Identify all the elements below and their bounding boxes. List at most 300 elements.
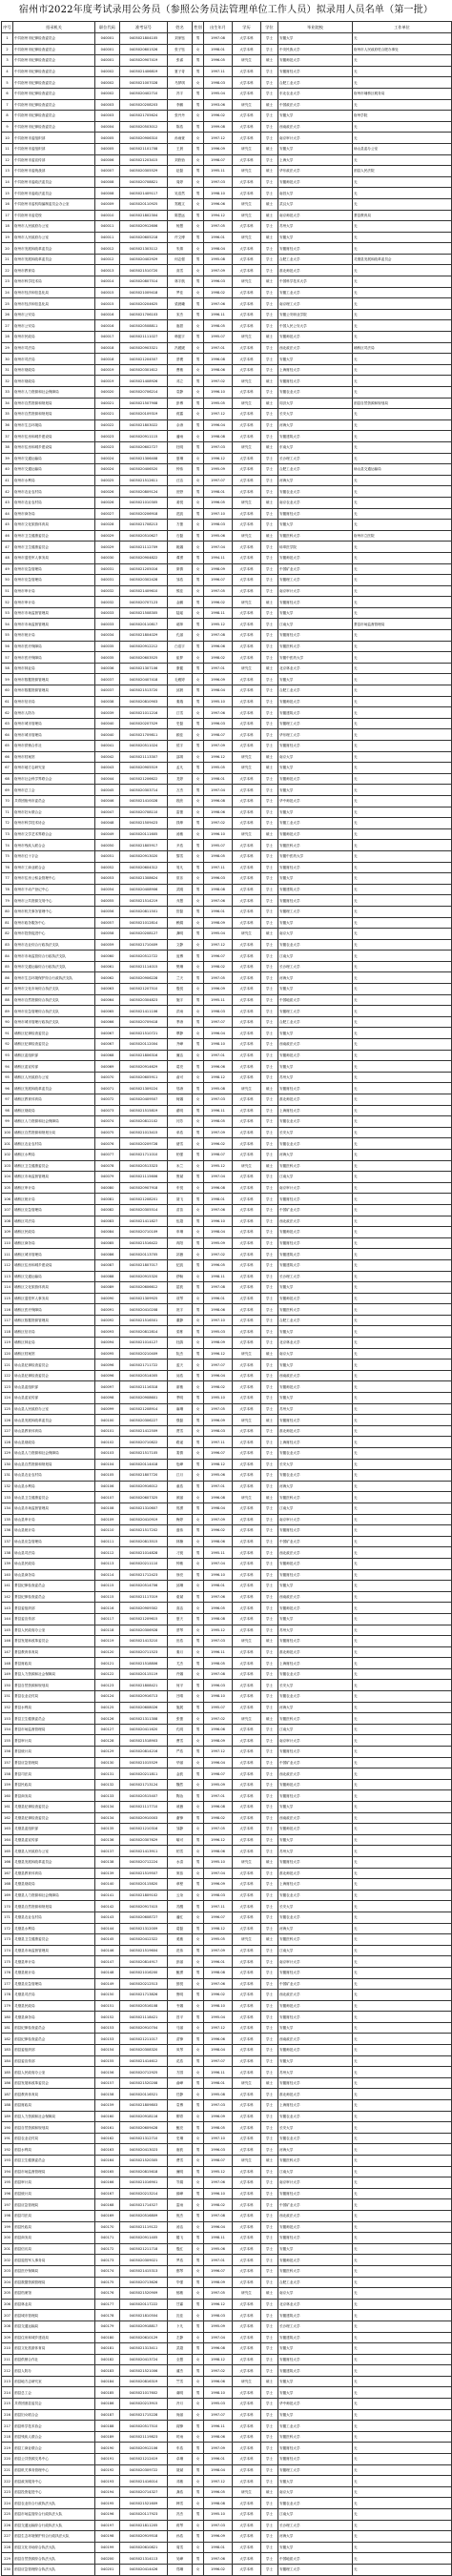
table-cell: 1996.09 [204,2531,233,2543]
table-cell: 学士 [261,1790,278,1802]
table-cell: 安徽医科大学 [278,2265,353,2277]
table-cell: 1997.06 [204,895,233,907]
table-cell: 1997.09 [204,265,233,276]
table-cell: 040026 [95,497,120,508]
table-cell: 宿州市人民政府驻合肥办事处 [353,44,452,55]
table-row [2,2055,452,2067]
table-cell: 灵璧县委宣传部 [13,1834,95,1846]
table-cell: 无 [353,895,452,907]
table-row [2,2077,452,2089]
table-row [2,198,452,210]
table-cell: 学士 [261,1613,278,1625]
table-row [2,1348,452,1360]
table-cell: 研究生 [233,1348,261,1360]
table-cell: 男 [193,2034,204,2045]
table-cell: 华东理工大学 [278,729,353,741]
table-cell: 研究生 [233,2156,261,2167]
table-cell: 男 [193,464,204,476]
table-cell: 1997.09 [204,741,233,752]
table-row [2,1923,452,1934]
table-cell: 0405021705624 [120,111,168,122]
table-cell: 学士 [261,364,278,376]
table-cell: 155 [2,1735,13,1747]
table-cell: 大学本科 [233,1016,261,1028]
table-cell: 男 [193,763,204,774]
table-cell: 040054 [95,884,120,895]
table-cell: 研究生 [233,2288,261,2300]
table-cell: 学士 [261,1702,278,1713]
table-cell: 0405020906310 [120,133,168,144]
table-cell: 1998.04 [204,685,233,697]
table-cell: 男 [193,1702,204,1713]
table-cell: 女 [193,409,204,420]
table-cell: 西北政法大学 [278,1768,353,1780]
table-cell: 河海大学 [278,475,353,486]
table-cell: 1997.01 [204,1790,233,1802]
table-cell: 洪雨 [168,1006,193,1017]
table-cell: 198 [2,2210,13,2221]
table-cell: 宿州市应急管理综合执法支队 [13,1006,95,1017]
table-cell: 研究生 [233,1934,261,1946]
table-cell: 0405020115820 [120,1879,168,1891]
table-row [2,1790,452,1802]
table-cell: 卜凡 [168,2320,193,2332]
table-cell: 萧县自然资源和规划局 [13,1680,95,1691]
table-cell: 74 [2,840,13,851]
table-cell: 无 [353,1846,452,1857]
table-cell: 大学本科 [233,2177,261,2189]
table-cell: 040160 [95,2111,120,2122]
table-cell: 萧县统计局 [13,1747,95,1758]
table-cell: 西北政法大学 [278,342,353,354]
table-cell: 040161 [95,2122,120,2134]
table-cell: 男 [193,696,204,707]
table-cell: 埇桥区人民政府办公室 [13,1072,95,1083]
table-cell: 无 [353,1061,452,1073]
table-cell: 无 [353,298,452,310]
table-cell: 学士 [261,2354,278,2365]
table-cell: 1997.09 [204,1945,233,1956]
table-cell: 大学本科 [233,1448,261,1460]
table-row [2,2476,452,2487]
table-row [2,2387,452,2399]
table-cell: 无 [353,2443,452,2454]
table-cell: 0405021016200 [120,1967,168,1978]
table-cell: 廖倩 [168,563,193,575]
table-cell: 学士 [261,265,278,276]
table-cell: 安徽师范大学 [278,552,353,563]
table-cell: 研究生 [233,198,261,210]
table-cell: 安徽农业大学 [278,2111,353,2122]
table-cell: 1998.07 [204,1768,233,1780]
table-cell: 0405021306408 [120,453,168,464]
table-cell: 安徽财经大学 [278,597,353,608]
table-cell: 冯宇 [168,88,193,99]
table-cell: 无 [353,376,452,387]
table-cell: 1997.01 [204,663,233,674]
table-cell: 040060 [95,951,120,962]
table-cell: 040135 [95,1824,120,1835]
table-cell: 大学本科 [233,1360,261,1371]
table-cell: 学士 [261,862,278,873]
table-cell: 34 [2,398,13,409]
table-cell: 0405020807514 [120,276,168,288]
table-cell: 女 [193,287,204,298]
table-cell: 安徽大学 [278,2055,353,2067]
table-cell: 0405021714527 [120,2199,168,2211]
table-cell: 宿州市医疗保障局 [13,652,95,664]
table-cell: 研究生 [233,1492,261,1503]
table-cell: 无 [353,1338,452,1349]
table-cell: 大学本科 [233,707,261,719]
table-row [2,298,452,310]
table-cell: 西北政法大学 [278,1547,353,1559]
table-cell: 040032 [95,585,120,597]
table-row [2,607,452,619]
table-row [2,276,452,288]
table-cell: 040143 [95,1912,120,1923]
table-row [2,2564,452,2575]
table-cell: 女 [193,2310,204,2321]
table-cell: 8 [2,111,13,122]
table-cell: 36 [2,419,13,431]
table-cell: 大学本科 [233,1481,261,1492]
table-cell: 160 [2,1790,13,1802]
table-cell: 49 [2,563,13,575]
table-cell: 100 [2,1127,13,1138]
table-cell: 040175 [95,2277,120,2288]
table-cell: 0405021515819 [120,1105,168,1116]
table-cell: 040001 [95,55,120,67]
table-cell: 东南大学 [278,441,353,453]
table-cell: 女 [193,1581,204,1592]
table-cell: 040136 [95,1834,120,1846]
table-cell: 0405020206918 [120,508,168,520]
table-cell: 学士 [261,1824,278,1835]
table-cell: 男 [193,785,204,796]
table-cell: 宿州市政务服务中心 [13,917,95,929]
table-cell: 宿州市交通运输局 [13,453,95,464]
table-cell: 女 [193,563,204,575]
table-cell: 1996.06 [204,641,233,652]
table-cell: 女 [193,542,204,553]
table-cell: 研究生 [233,1415,261,1426]
table-cell: 硕士 [261,2288,278,2300]
table-cell: 安徽师范大学 [278,2255,353,2266]
table-cell: 宿州市投资促进中心 [13,929,95,940]
table-cell: 无 [353,2354,452,2365]
table-cell: 无 [353,939,452,951]
table-cell: 泗县自然资源和规划局 [353,398,452,409]
table-cell: 大学本科 [233,265,261,276]
table-cell: 152 [2,1702,13,1713]
table-cell: 大学本科 [233,563,261,575]
table-cell: 学士 [261,287,278,298]
table-cell: 无 [353,2077,452,2089]
table-cell: 202 [2,2255,13,2266]
table-cell: 1996.08 [204,354,233,365]
table-cell: 安徽理工大学 [278,575,353,586]
table-cell: 安徽农业大学 [278,1912,353,1923]
table-cell: 陈思远 [168,210,193,221]
table-cell: 1998.12 [204,1072,233,1083]
table-cell: 040041 [95,741,120,752]
table-cell: 1998.05 [204,2122,233,2134]
table-cell: 1995.11 [204,1547,233,1559]
table-cell: 安徽财经大学 [278,1856,353,1868]
table-cell: 无 [353,364,452,376]
table-cell: 大学本科 [233,287,261,298]
table-cell: 女 [193,751,204,763]
table-cell: 研究生 [233,763,261,774]
table-cell: 040037 [95,674,120,685]
table-cell: 章程 [168,1879,193,1891]
table-cell: 1997.10 [204,2133,233,2144]
table-cell: 宿州市公安局 [13,320,95,332]
table-cell: 93 [2,1050,13,1061]
table-cell: 0405020601526 [120,44,168,55]
table-cell: 197 [2,2199,13,2211]
table-cell: 学士 [261,1536,278,1547]
table-cell: 学士 [261,1061,278,1073]
table-cell: 女 [193,2089,204,2100]
table-cell: 0405020309021 [120,2255,168,2266]
table-cell: 150 [2,1680,13,1691]
table-cell: 0405020213214 [120,2188,168,2199]
table-cell: 学士 [261,1204,278,1216]
table-cell: 0405021009418 [120,287,168,298]
table-cell: 安徽建筑大学 [278,884,353,895]
table-cell: 大学本科 [233,951,261,962]
table-row [2,1956,452,1968]
table-cell: 硕士 [261,166,278,177]
table-cell: 无 [353,2343,452,2355]
table-cell: 张丹丹 [168,111,193,122]
table-cell: 无 [353,884,452,895]
table-cell: 硕士 [261,1856,278,1868]
table-cell: 安徽师范大学 [278,1381,353,1393]
table-cell: 0405021416014 [120,2476,168,2487]
table-cell: 男 [193,419,204,431]
table-cell: 229 [2,2553,13,2565]
table-cell: 埇桥区医疗保障局 [13,1304,95,1316]
table-cell: 12 [2,154,13,166]
table-cell: 0405021411106 [120,1006,168,1017]
table-cell: 0405020909302 [120,1603,168,1614]
table-cell: 1996.12 [204,2299,233,2310]
table-cell: 苗锋 [168,2034,193,2045]
table-cell: 学士 [261,1779,278,1790]
table-cell: 泗县应急管理综合执法大队 [13,2564,95,2575]
table-cell: 无 [353,2409,452,2421]
table-row [2,88,452,99]
table-cell: 大学本科 [233,2520,261,2531]
table-cell: 无 [353,1006,452,1017]
table-cell: 褚雪 [168,1138,193,1150]
table-cell: 0405020306227 [120,1415,168,1426]
table-cell: 女 [193,795,204,807]
table-cell: 韦娜 [168,2000,193,2012]
table-cell: 1998.01 [204,1581,233,1592]
table-cell: 男 [193,2531,204,2543]
table-cell: 陈浩 [168,121,193,133]
table-cell: 安徽中医药大学 [278,652,353,664]
table-cell: 1998.06 [204,1846,233,1857]
table-row [2,1536,452,1547]
table-cell: 苏州大学 [278,1403,353,1415]
table-cell: 190 [2,2122,13,2134]
table-cell: 137 [2,1536,13,1547]
table-row [2,287,452,298]
table-cell: 无 [353,1381,452,1393]
table-cell: 大学本科 [233,431,261,442]
table-cell: 1998.05 [204,1658,233,1669]
table-cell: 无 [353,2486,452,2498]
table-cell: 任静 [168,2089,193,2100]
table-row [2,1304,452,1316]
table-cell: 040026 [95,486,120,498]
table-cell: 硕士 [261,929,278,940]
table-row [2,2464,452,2476]
table-cell: 吴浩然 [168,188,193,199]
table-row [2,563,452,575]
table-cell: 中国矿业大学 [278,2199,353,2211]
table-cell: 学士 [261,563,278,575]
table-cell: 130 [2,1459,13,1470]
table-cell: 萧县人民政府办公室 [13,1625,95,1636]
table-row [2,1757,452,1768]
table-cell: 0405020918116 [120,2111,168,2122]
table-cell: 1995.05 [204,398,233,409]
table-cell: 萧县应急管理局 [13,1757,95,1768]
table-cell: 040049 [95,828,120,840]
table-cell: 宿州市生态环境保护综合行政执法支队 [13,972,95,984]
table-cell: 1995.12 [204,1160,233,1172]
table-cell: 040091 [95,1304,120,1316]
table-cell: 女 [193,1625,204,1636]
table-cell: 无 [353,431,452,442]
table-cell: 无 [353,2199,452,2211]
table-cell: 44 [2,508,13,520]
table-cell: 殷悦 [168,984,193,995]
table-cell: 冯杰 [168,2509,193,2521]
table-cell: 女 [193,1691,204,1703]
table-cell: 孟凡 [168,763,193,774]
table-cell: 无 [353,1083,452,1094]
table-cell: 132 [2,1481,13,1492]
table-cell: 15 [2,188,13,199]
table-cell: 216 [2,2409,13,2421]
table-cell: 女 [193,1735,204,1747]
table-cell: 学士 [261,1138,278,1150]
table-cell: 1998.10 [204,188,233,199]
table-cell: 硕士 [261,1160,278,1172]
table-cell: 1996.08 [204,1802,233,1813]
table-cell: 学士 [261,2188,278,2199]
table-row [2,1016,452,1028]
table-cell: 男 [193,1237,204,1249]
table-cell: 男 [193,486,204,498]
table-cell: 江南大学 [278,951,353,962]
table-cell: 张睿 [168,55,193,67]
table-cell: 女 [193,2000,204,2012]
table-cell: 无 [353,453,452,464]
table-cell: 学士 [261,1735,278,1747]
table-cell: 男 [193,2012,204,2023]
table-cell: 0405020607325 [120,1492,168,1503]
table-cell: 0405020604312 [120,862,168,873]
table-cell: 无 [353,1360,452,1371]
table-cell: 宿州市交通运输局 [13,464,95,476]
table-cell: 俞峰 [168,2077,193,2089]
table-cell: 115 [2,1293,13,1304]
table-cell: 宿州市司法局 [13,342,95,354]
table-cell: 南京大学 [278,929,353,940]
table-cell: 1996.06 [204,1724,233,1735]
table-cell: 学士 [261,850,278,862]
table-cell: 南京农业大学 [278,497,353,508]
table-cell: 219 [2,2443,13,2454]
table-cell: 68 [2,773,13,785]
table-cell: 安徽财经大学 [278,2012,353,2023]
table-row [2,2199,452,2211]
table-cell: 0405021710409 [120,939,168,951]
table-cell: 0405021010305 [120,497,168,508]
table-cell: 1996.09 [204,984,233,995]
table-cell: 无 [353,773,452,785]
table-cell: 040198 [95,2531,120,2543]
table-cell: 无 [353,652,452,664]
table-cell: 安徽财经大学 [278,2454,353,2465]
table-cell: 136 [2,1525,13,1537]
table-cell: 0405021712423 [120,1569,168,1581]
table-cell: 淮北师范大学 [278,1646,353,1658]
table-cell: 邬涛 [168,1083,193,1094]
table-cell: 0405020109319 [120,409,168,420]
table-cell: 学士 [261,1646,278,1658]
table-cell: 大学本科 [233,1901,261,1912]
table-cell: 040150 [95,1990,120,2001]
table-cell: 研究生 [233,497,261,508]
table-cell: 女 [193,243,204,255]
table-cell: 泗县林业局 [13,2299,95,2310]
table-cell: 安徽农业大学 [278,1470,353,1482]
table-cell: 无 [353,1790,452,1802]
table-row [2,441,452,453]
table-cell: 040039 [95,707,120,719]
table-cell: 1997.06 [204,1204,233,1216]
table-cell: 195 [2,2177,13,2189]
table-cell: 学士 [261,1370,278,1381]
table-cell: 无 [353,2156,452,2167]
table-cell: 康健 [168,663,193,674]
table-cell: 宿州市司法局 [13,354,95,365]
table-cell: 宿州市公共资源交易中心 [13,895,95,907]
table-cell: 安徽财经大学 [278,862,353,873]
table-cell: 埇桥区住房和城乡建设局 [13,1259,95,1271]
table-cell: 宿州市市场监督管理局 [13,619,95,630]
table-cell: 0405020411620 [120,1724,168,1735]
table-cell: 男 [193,929,204,940]
table-cell: 江南大学 [278,1172,353,1183]
table-cell: 84 [2,951,13,962]
table-cell: 钟伟 [168,464,193,476]
table-cell: 季明 [168,1393,193,1404]
table-cell: 106 [2,1194,13,1205]
table-cell: 安徽大学 [278,2409,353,2421]
table-cell: 无 [353,2243,452,2255]
table-cell: 学士 [261,176,278,188]
